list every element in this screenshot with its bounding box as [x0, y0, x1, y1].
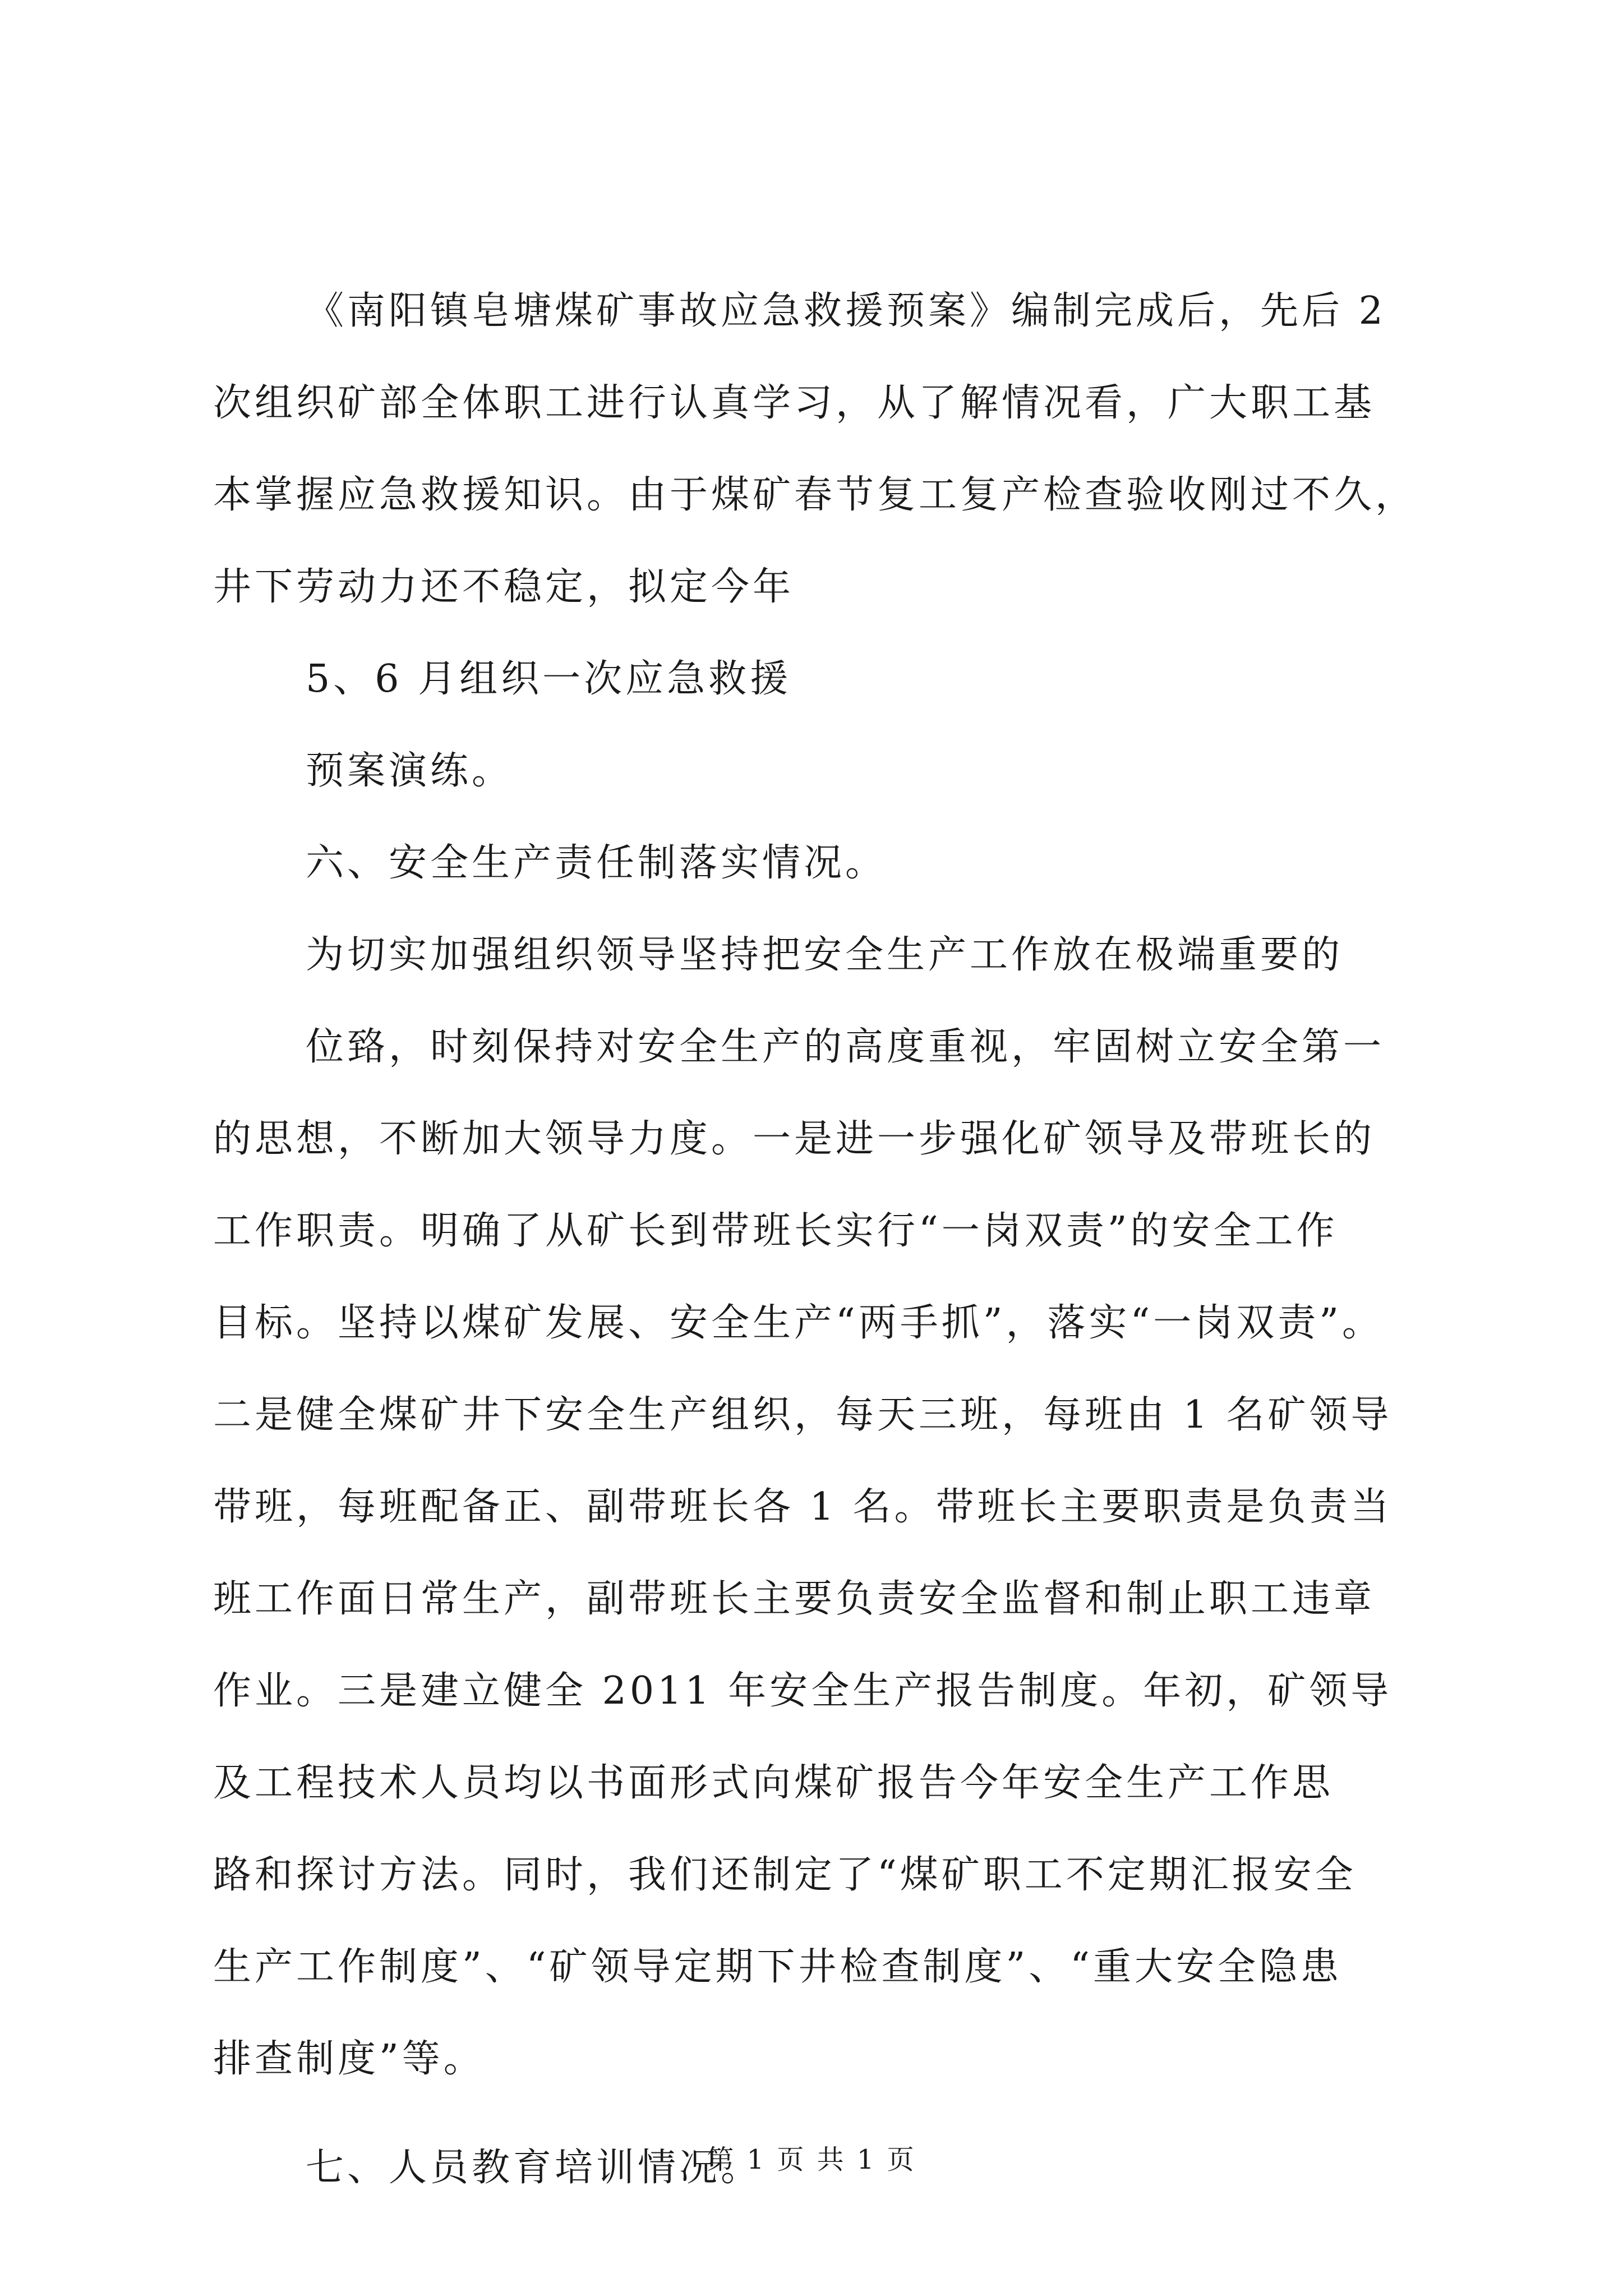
- section-heading: 七、人员教育培训情况。: [306, 2146, 763, 2190]
- paragraph-line: 作业。三是建立健全 2011 年安全生产报告制度。年初，矿领导: [213, 1669, 1393, 1713]
- paragraph-line: 本掌握应急救援知识。由于煤矿春节复工复产检查验收刚过不久，: [213, 473, 1417, 517]
- paragraph-line: 班工作面日常生产，副带班长主要负责安全监督和制止职工违章: [213, 1577, 1376, 1621]
- document-body: [213, 289, 1436, 2240]
- paragraph-line: 二是健全煤矿井下安全生产组织，每天三班，每班由 1 名矿领导: [213, 1393, 1393, 1437]
- paragraph-line: 排查制度”等。: [213, 2037, 485, 2081]
- paragraph-line: 预案演练。: [306, 749, 514, 793]
- paragraph-line: 位臵，时刻保持对安全生产的高度重视，牢固树立安全第一: [306, 1025, 1385, 1069]
- paragraph-line: 5、6 月组织一次应急救援: [306, 657, 792, 701]
- paragraph-line: 生产工作制度”、“矿领导定期下井检查制度”、“重大安全隐患: [213, 1945, 1343, 1989]
- paragraph-line: 的思想，不断加大领导力度。一是进一步强化矿领导及带班长的: [213, 1117, 1376, 1161]
- paragraph-line: 次组织矿部全体职工进行认真学习，从了解情况看，广大职工基: [213, 381, 1376, 425]
- paragraph-line: 目标。坚持以煤矿发展、安全生产“两手抓”，落实“一岗双责”。: [213, 1301, 1384, 1345]
- paragraph-line: 井下劳动力还不稳定，拟定今年: [213, 565, 795, 609]
- paragraph-line: 为切实加强组织领导坚持把安全生产工作放在极端重要的: [306, 933, 1344, 977]
- paragraph-line: 带班，每班配备正、副带班长各 1 名。带班长主要职责是负责当: [213, 1485, 1393, 1529]
- paragraph-line: 《南阳镇皂塘煤矿事故应急救援预案》编制完成后，先后 2: [306, 289, 1386, 333]
- page-footer: 第 1 页 共 1 页: [707, 2144, 916, 2175]
- paragraph-line: 及工程技术人员均以书面形式向煤矿报告今年安全生产工作思: [213, 1761, 1334, 1805]
- section-heading: 六、安全生产责任制落实情况。: [306, 841, 887, 885]
- paragraph-line: 路和探讨方法。同时，我们还制定了“煤矿职工不定期汇报安全: [213, 1853, 1357, 1897]
- paragraph-line: 工作职责。明确了从矿长到带班长实行“一岗双责”的安全工作: [213, 1209, 1338, 1253]
